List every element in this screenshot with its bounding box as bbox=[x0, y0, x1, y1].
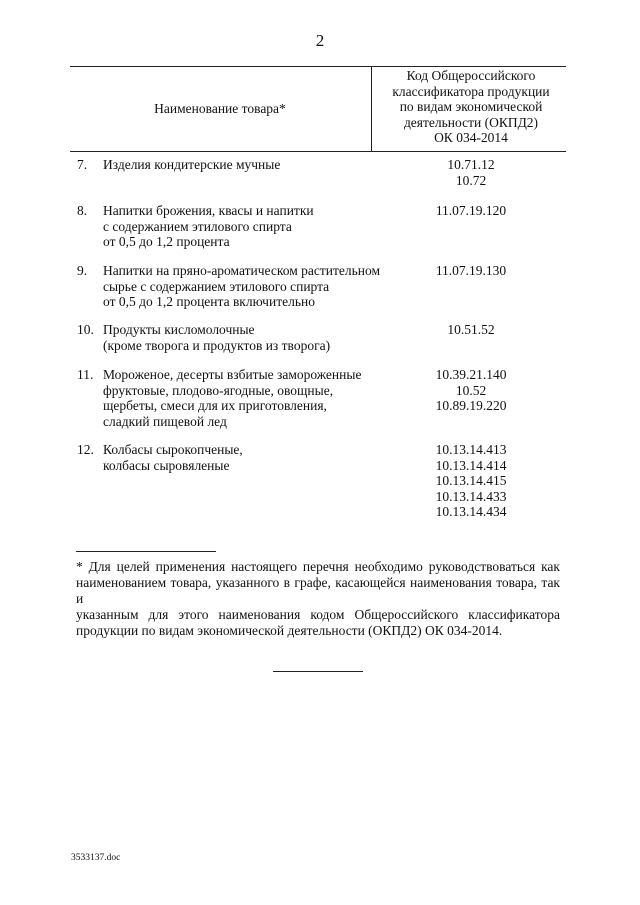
footnote-line: * Для целей применения настоящего перечня необходимо руководствоваться как bbox=[76, 559, 560, 574]
product-name-line: Продукты кисломолочные bbox=[103, 322, 255, 337]
okpd-code: 10.13.14.434 bbox=[435, 504, 507, 520]
product-name-line: колбасы сыровяленые bbox=[103, 457, 230, 473]
product-name-line: Мороженое, десерты взбитые замороженные bbox=[103, 367, 362, 382]
okpd-code: 11.07.19.120 bbox=[435, 203, 507, 218]
okpd-code: 10.13.14.433 bbox=[435, 488, 507, 504]
product-name-line: от 0,5 до 1,2 процента bbox=[103, 234, 230, 250]
okpd-code: 10.71.12 bbox=[447, 157, 495, 172]
page-number: 2 bbox=[315, 31, 325, 50]
product-name-line: Напитки брожения, квасы и напитки bbox=[103, 203, 314, 218]
okpd-code: 10.51.52 bbox=[447, 322, 495, 337]
product-name bbox=[103, 157, 373, 173]
header-code-column bbox=[376, 68, 566, 146]
product-name-line: с содержанием этилового спирта bbox=[103, 218, 292, 234]
header-bottom-rule bbox=[70, 151, 566, 152]
product-name-line: щербеты, смеси для их приготовления, bbox=[103, 398, 327, 414]
product-name-line: Колбасы сырокопченые, bbox=[103, 442, 243, 457]
okpd-codes bbox=[376, 442, 566, 520]
header-code-line: деятельности (ОКПД2) bbox=[403, 114, 539, 130]
okpd-code: 10.89.19.220 bbox=[435, 398, 507, 414]
okpd-code: 10.13.14.414 bbox=[435, 457, 507, 473]
row-number: 10. bbox=[77, 322, 94, 337]
product-name bbox=[103, 442, 373, 473]
footnote-rule bbox=[76, 551, 216, 552]
product-name bbox=[103, 322, 373, 353]
okpd-codes bbox=[376, 157, 566, 188]
okpd-code: 10.72 bbox=[455, 172, 487, 188]
okpd-codes bbox=[376, 322, 566, 338]
header-code-line: Код Общероссийского bbox=[406, 68, 536, 83]
row-number: 8. bbox=[77, 203, 88, 218]
header-name-column: Наименование товара* bbox=[154, 101, 286, 116]
okpd-codes bbox=[376, 263, 566, 279]
document-id: 3533137.doc bbox=[71, 853, 121, 863]
footnote-line: продукции по видам экономической деятельности (ОКПД2) ОК 034-2014. bbox=[76, 623, 503, 638]
header-code-line: по видам экономической bbox=[399, 99, 543, 115]
okpd-codes bbox=[376, 367, 566, 414]
product-name-line: Изделия кондитерские мучные bbox=[103, 157, 281, 172]
row-number: 9. bbox=[77, 263, 88, 278]
product-name bbox=[103, 203, 373, 250]
row-number: 12. bbox=[77, 442, 94, 457]
product-name-line: от 0,5 до 1,2 процента включительно bbox=[103, 294, 315, 310]
header-code-line: классификатора продукции bbox=[392, 83, 550, 99]
product-name-line: (кроме творога и продуктов из творога) bbox=[103, 337, 331, 353]
row-number: 11. bbox=[77, 367, 94, 382]
header-code-line: ОК 034-2014 bbox=[434, 130, 508, 146]
okpd-code: 10.13.14.415 bbox=[435, 473, 507, 489]
product-name bbox=[103, 263, 381, 310]
row-number: 7. bbox=[77, 157, 88, 172]
product-name bbox=[103, 367, 373, 429]
column-divider bbox=[371, 66, 372, 152]
product-name-line: фруктовые, плодово-ягодные, овощные, bbox=[103, 382, 334, 398]
okpd-code: 10.52 bbox=[455, 382, 487, 398]
okpd-code: 11.07.19.130 bbox=[435, 263, 507, 278]
table-top-rule bbox=[70, 66, 566, 67]
okpd-codes bbox=[376, 203, 566, 219]
okpd-code: 10.39.21.140 bbox=[435, 367, 507, 382]
product-name-line: сырье с содержанием этилового спирта bbox=[103, 278, 330, 294]
end-rule bbox=[273, 671, 363, 672]
footnote-line: наименованием товара, указанного в графе, касающейся наименования товара, так и bbox=[76, 575, 560, 606]
footnote bbox=[76, 559, 560, 639]
okpd-code: 10.13.14.413 bbox=[435, 442, 507, 457]
product-name-line: Напитки на пряно-ароматическом растительном bbox=[103, 263, 381, 278]
footnote-line: указанным для этого наименования кодом Общероссийского классификатора bbox=[76, 607, 560, 622]
product-name-line: сладкий пищевой лед bbox=[103, 413, 227, 429]
